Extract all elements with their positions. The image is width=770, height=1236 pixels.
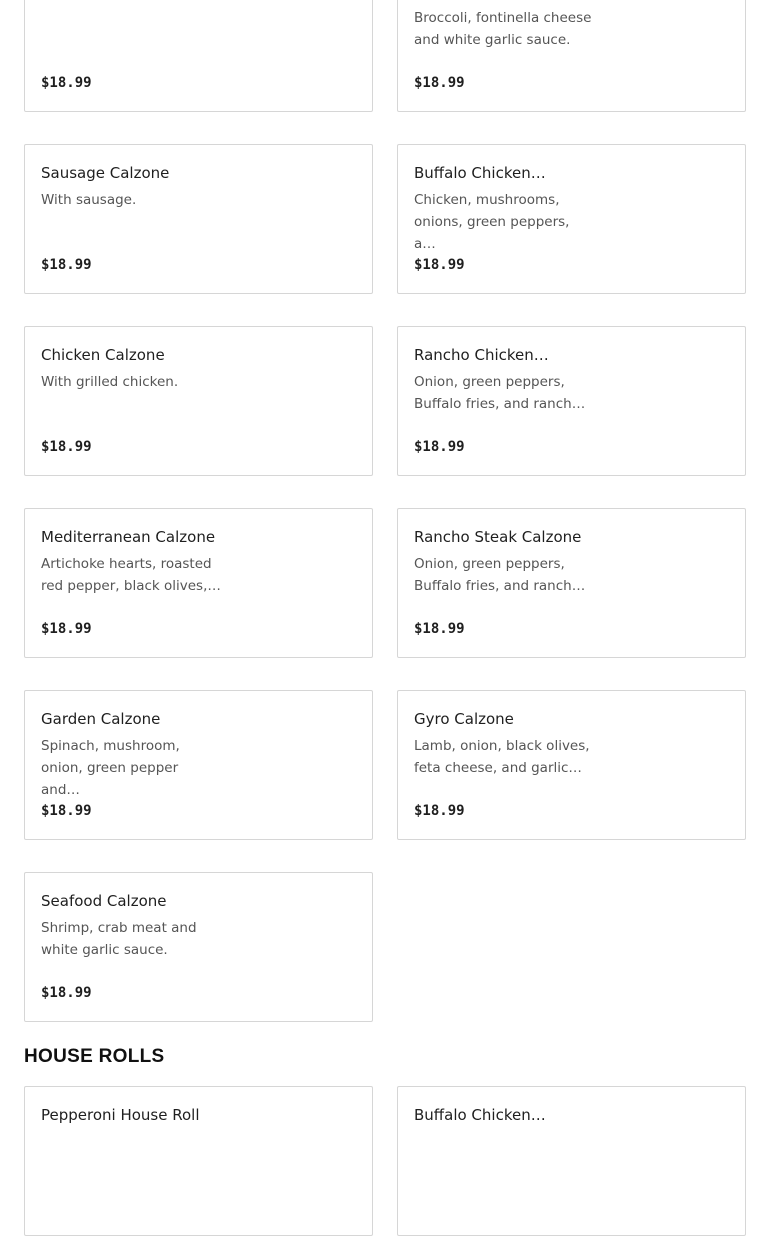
menu-item-name: Buffalo Chicken… bbox=[414, 1106, 546, 1124]
menu-item-card[interactable] bbox=[397, 326, 746, 476]
menu-item-card[interactable] bbox=[24, 1086, 373, 1236]
menu-item-name: Chicken Calzone bbox=[41, 346, 165, 364]
menu-item-name: Gyro Calzone bbox=[414, 710, 514, 728]
menu-item-card[interactable] bbox=[24, 326, 373, 476]
menu-item-description: Onion, green peppers, Buffalo fries, and ranch… bbox=[414, 556, 586, 594]
menu-item-card[interactable] bbox=[397, 0, 746, 112]
menu-item-name: Sausage Calzone bbox=[41, 164, 170, 182]
menu-item-price: $18.99 bbox=[414, 257, 465, 273]
menu-item-price: $18.99 bbox=[414, 621, 465, 637]
menu-item-description: Onion, green peppers, Buffalo fries, and ranch… bbox=[414, 374, 586, 412]
menu-item-price: $18.99 bbox=[41, 803, 92, 819]
menu-item-name: Buffalo Chicken… bbox=[414, 164, 546, 182]
menu-item-card[interactable] bbox=[397, 690, 746, 840]
menu-item-description: Artichoke hearts, roasted red pepper, black olives,… bbox=[41, 556, 221, 594]
menu-item-card[interactable] bbox=[24, 508, 373, 658]
menu-item-name: Mediterranean Calzone bbox=[41, 528, 216, 546]
menu-item-description: With sausage. bbox=[41, 192, 137, 208]
menu-item-price: $18.99 bbox=[41, 439, 92, 455]
menu-item-card[interactable] bbox=[24, 690, 373, 840]
menu-item-price: $18.99 bbox=[41, 75, 92, 91]
section-title-house-rolls: HOUSE ROLLS bbox=[24, 1046, 165, 1067]
menu-item-price: $18.99 bbox=[414, 75, 465, 91]
menu-item-card[interactable] bbox=[397, 1086, 746, 1236]
menu-item-description: Shrimp, crab meat and white garlic sauce. bbox=[41, 920, 197, 958]
menu-item-card[interactable] bbox=[397, 508, 746, 658]
menu-item-description: Broccoli, fontinella cheese and white garlic sauce. bbox=[414, 10, 592, 48]
menu-item-card[interactable] bbox=[397, 144, 746, 294]
menu-item-price: $18.99 bbox=[414, 803, 465, 819]
menu-item-name: Rancho Steak Calzone bbox=[414, 528, 582, 546]
menu-item-price: $18.99 bbox=[41, 985, 92, 1001]
menu-item-description: Spinach, mushroom, onion, green pepper and… bbox=[41, 738, 180, 798]
menu-item-card[interactable] bbox=[24, 872, 373, 1022]
menu-item-price: $18.99 bbox=[41, 257, 92, 273]
menu-item-card[interactable] bbox=[24, 0, 373, 112]
menu-item-name: Seafood Calzone bbox=[41, 892, 167, 910]
menu-item-description: Lamb, onion, black olives, feta cheese, and garlic… bbox=[414, 738, 590, 776]
menu-item-name: Pepperoni House Roll bbox=[41, 1106, 200, 1124]
menu-item-price: $18.99 bbox=[414, 439, 465, 455]
menu-item-name: Rancho Chicken… bbox=[414, 346, 549, 364]
menu-item-card[interactable] bbox=[24, 144, 373, 294]
menu-item-price: $18.99 bbox=[41, 621, 92, 637]
menu-item-description: With grilled chicken. bbox=[41, 374, 179, 390]
menu-item-name: Garden Calzone bbox=[41, 710, 161, 728]
menu-item-description: Chicken, mushrooms, onions, green peppers, a… bbox=[414, 192, 570, 252]
